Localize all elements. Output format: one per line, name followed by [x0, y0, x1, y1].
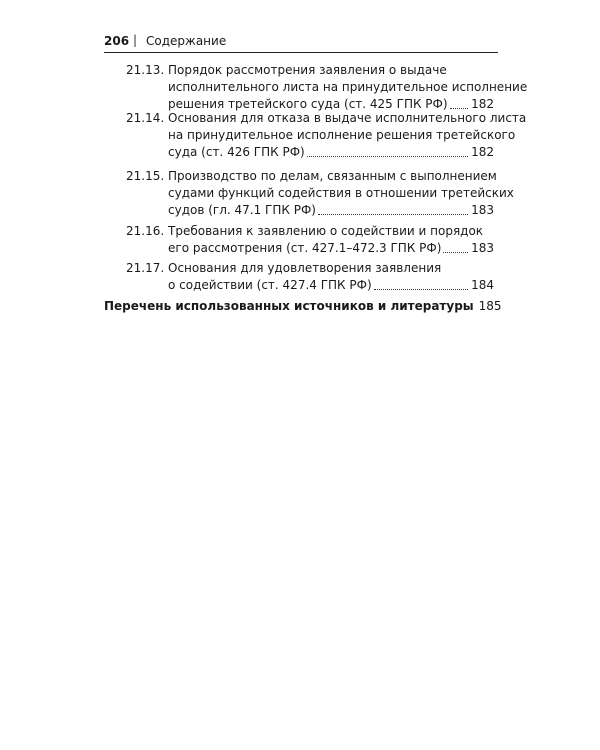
toc-entry-line: Основания для отказа в выдаче исполнительного листа — [168, 111, 527, 125]
toc-entry-line: исполнительного листа на принудительное исполнение — [168, 80, 528, 94]
toc-entry-page: 183 — [471, 203, 494, 217]
toc-entry-line: судов (гл. 47.1 ГПК РФ) — [168, 203, 316, 217]
toc-entry-page: 183 — [471, 241, 494, 255]
toc-entry-number: 21.15. — [126, 169, 165, 183]
dot-leader — [450, 108, 469, 109]
toc-entry-line: суда (ст. 426 ГПК РФ) — [168, 145, 305, 159]
toc-entry-line: Требования к заявлению о содействии и порядок — [168, 224, 484, 238]
toc-entry-title — [168, 62, 528, 113]
toc-entry-title — [104, 298, 502, 315]
toc-entry-page: 182 — [471, 97, 494, 111]
toc-entry-line: Порядок рассмотрения заявления о выдаче — [168, 63, 447, 77]
dot-leader — [443, 252, 468, 253]
toc-entry-line: на принудительное исполнение решения третейского — [168, 128, 516, 142]
toc-entry-last-line — [168, 202, 494, 219]
toc-entry-line: о содействии (ст. 427.4 ГПК РФ) — [168, 278, 372, 292]
page-number: 206 — [104, 34, 130, 48]
header-separator: | — [133, 33, 138, 47]
toc-entry-page: 185 — [478, 299, 502, 313]
toc-entry-title — [168, 260, 494, 294]
dot-leader — [307, 156, 468, 157]
toc-entry-page: 184 — [471, 278, 494, 292]
running-header — [104, 34, 498, 53]
toc-entry-line: Производство по делам, связанным с выполнением — [168, 169, 497, 183]
toc-entry-last-line — [168, 277, 494, 294]
toc-entry-line: судами функций содействия в отношении третейских — [168, 186, 514, 200]
toc-entry-number: 21.16. — [126, 224, 165, 238]
toc-entry-line: решения третейского суда (ст. 425 ГПК РФ) — [168, 97, 448, 111]
toc-entry-line: его рассмотрения (ст. 427.1–472.3 ГПК РФ) — [168, 241, 442, 255]
toc-entry-last-line — [104, 298, 502, 315]
toc-entry-title — [168, 168, 514, 219]
toc-entry-last-line — [168, 240, 494, 257]
toc-entry-line: Перечень использованных источников и литературы — [104, 299, 474, 313]
toc-entry-number: 21.14. — [126, 111, 165, 125]
toc-entry-last-line — [168, 144, 494, 161]
section-title: Содержание — [146, 34, 227, 48]
toc-entry-page: 182 — [471, 145, 494, 159]
toc-entry-title — [168, 223, 494, 257]
toc-entry-number: 21.17. — [126, 261, 165, 275]
toc-entry-title — [168, 110, 527, 161]
dot-leader — [318, 214, 468, 215]
toc-entry-number: 21.13. — [126, 63, 165, 77]
dot-leader — [374, 289, 468, 290]
toc-entry-line: Основания для удовлетворения заявления — [168, 261, 442, 275]
